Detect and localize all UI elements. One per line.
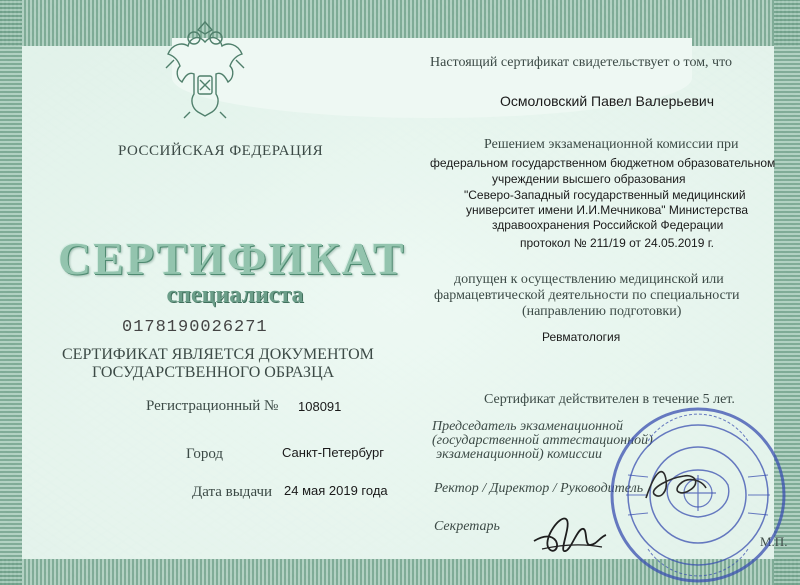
chair-line1: Председатель экзаменационной [432,419,623,434]
certificate-title: СЕРТИФИКАТ [58,233,406,284]
signature-icon [640,458,710,508]
signature-icon [530,505,610,560]
holder-name: Осмоловский Павел Валерьевич [500,93,715,109]
org-line4: университет имени И.И.Мечникова" Министерства [466,203,748,217]
emblem-icon [160,20,250,120]
org-line1: федеральном государственном бюджетном образовательном [430,156,776,170]
specialty-value: Ревматология [542,330,621,344]
serial-number: 0178190026271 [122,318,268,337]
document-note-line1: СЕРТИФИКАТ ЯВЛЯЕТСЯ ДОКУМЕНТОМ [62,346,374,363]
document-note-line2: ГОСУДАРСТВЕННОГО ОБРАЗЦА [92,364,335,381]
chair-line3: экзаменационной) комиссии [436,447,602,462]
org-line2: учреждении высшего образования [492,172,686,186]
city-value: Санкт-Петербург [282,445,384,460]
validity-text: Сертификат действителен в течение 5 лет. [484,392,735,407]
issue-date-value: 24 мая 2019 года [284,483,388,498]
admitted-line1: допущен к осуществлению медицинской или [454,272,724,287]
certificate-subtitle: специалиста [166,282,304,308]
city-label: Город [186,446,224,462]
org-line3: "Северо-Западный государственный медицинский [464,188,746,202]
protocol-line: протокол № 211/19 от 24.05.2019 г. [520,236,714,250]
admitted-line3: (направлению подготовки) [522,304,682,319]
ornamental-border-left [0,0,22,585]
chair-line2: (государственной аттестационной) [432,433,653,448]
issue-date-label: Дата выдачи [192,484,273,500]
org-line5: здравоохранения Российской Федерации [492,218,724,232]
intro-text: Настоящий сертификат свидетельствует о том, что [430,55,733,70]
secretary-label: Секретарь [434,519,500,534]
decision-line: Решением экзаменационной комиссии при [484,137,739,152]
registration-value: 108091 [298,399,342,414]
country-label: РОССИЙСКАЯ ФЕДЕРАЦИЯ [118,143,324,159]
admitted-line2: фармацевтической деятельности по специальности [434,288,740,303]
mp-label: М.П. [760,534,788,549]
registration-label: Регистрационный № [146,398,279,414]
rector-line: Ректор / Директор / Руководитель [434,481,644,496]
